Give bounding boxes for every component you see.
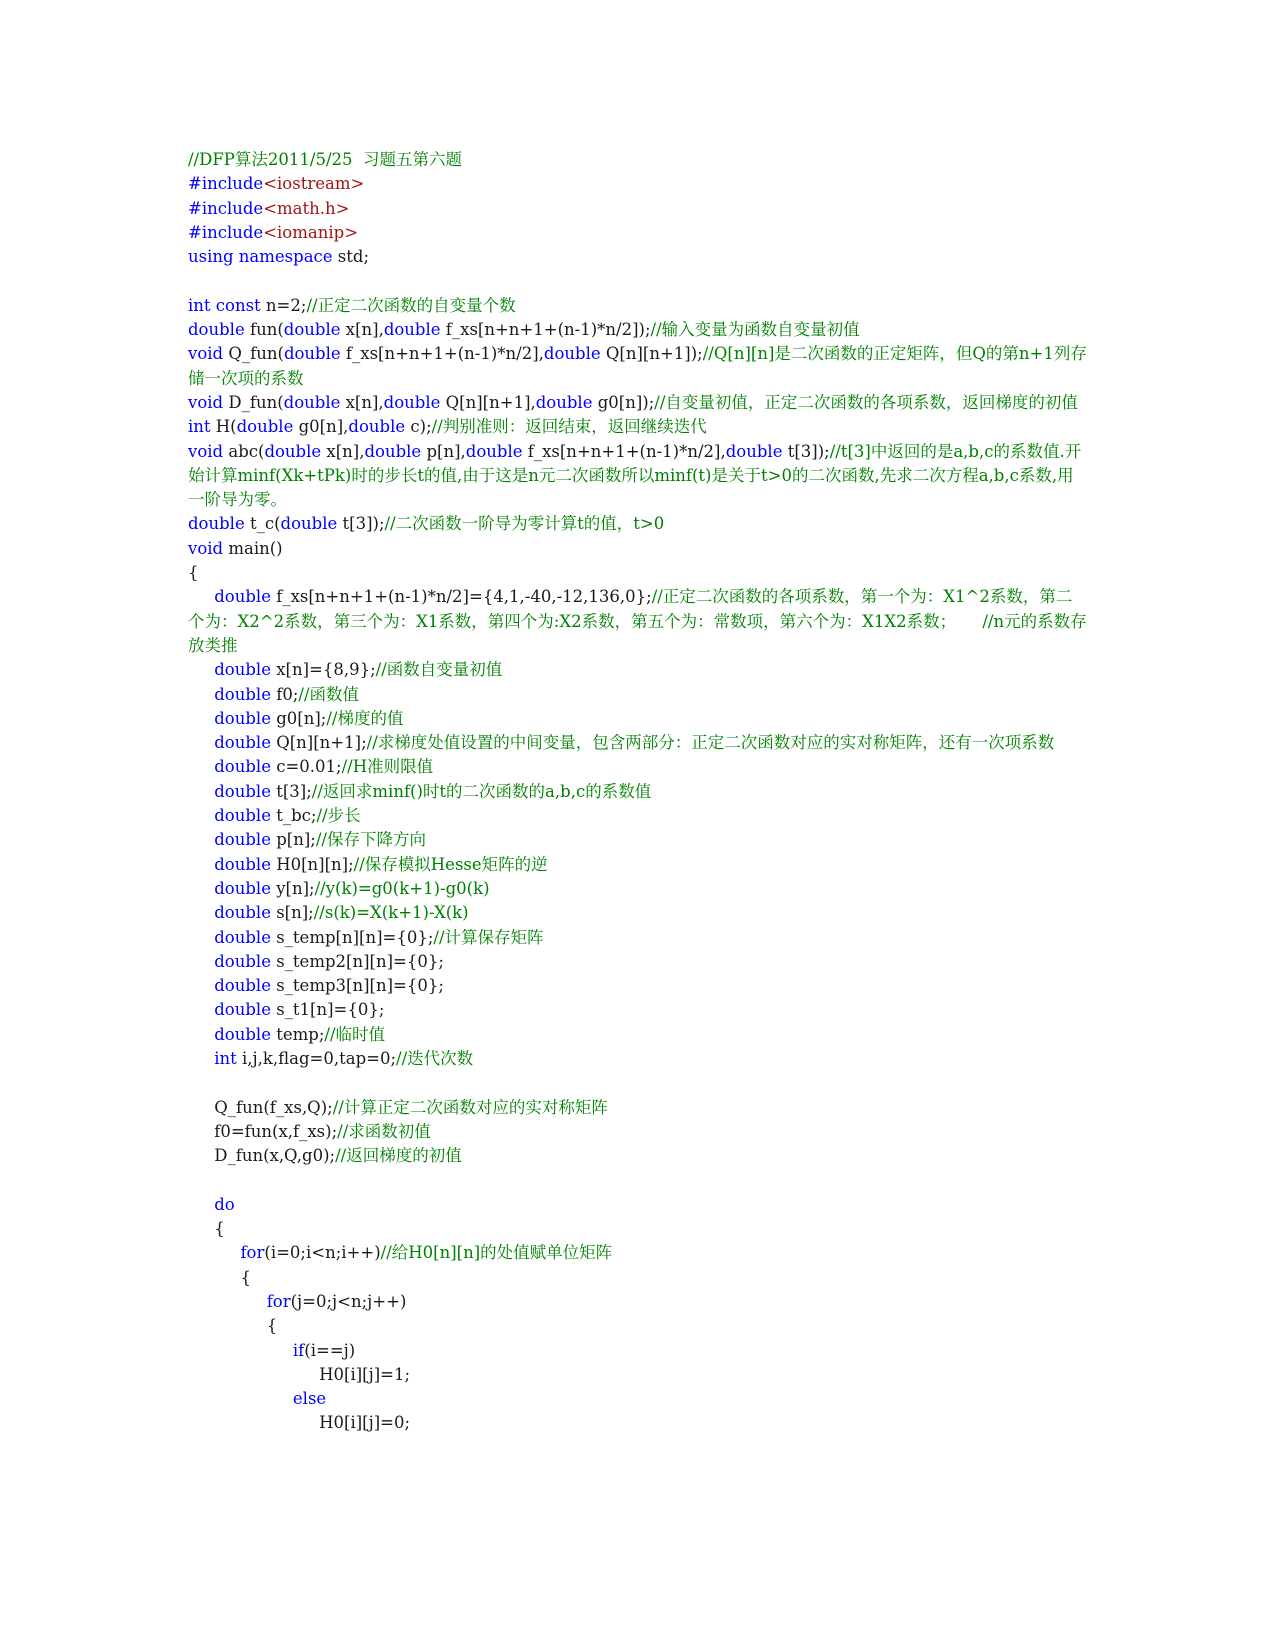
code-keyword: void [188,441,224,461]
code-text: D_fun(x,Q,g0); [188,1146,336,1166]
code-comment: //临时值 [324,1024,386,1044]
code-keyword: double [214,903,271,923]
code-keyword: double [465,441,523,461]
code-text: fun( [244,320,284,340]
code-text [188,806,214,825]
code-keyword: #include [188,174,264,194]
code-keyword: double [214,757,271,777]
code-text [188,903,214,922]
code-text: s_temp2[n][n]={0}; [270,951,444,971]
code-comment: //函数自变量初值 [375,660,503,680]
code-text [188,1000,214,1019]
code-text [188,1049,214,1068]
code-text: g0[n], [293,417,349,437]
code-text: <math.h> [263,198,350,218]
code-comment: //正定二次函数的自变量个数 [306,295,516,315]
code-text: t[3]); [782,441,830,461]
code-text: { [188,1316,278,1336]
code-text: s[n]; [270,903,314,923]
code-text [188,952,214,971]
code-comment: //求函数初值 [337,1121,431,1141]
code-text [188,587,214,606]
code-comment: //求梯度处值设置的中间变量，包含两部分：正定二次函数对应的实对称矩阵，还有一次项系数 [366,733,1055,753]
code-comment: //保存下降方向 [315,830,426,850]
code-keyword: double [214,951,271,971]
code-text: Q_fun(f_xs,Q); [188,1097,333,1117]
code-text: x[n], [321,441,365,461]
code-keyword: double [214,660,271,680]
code-line [188,1168,1088,1192]
code-text: f_xs[n+n+1+(n-1)*n/2], [340,344,544,364]
code-text: temp; [270,1024,325,1044]
code-text [188,1341,293,1360]
code-line [188,926,1088,950]
code-keyword: double [188,320,245,340]
code-text [188,733,214,752]
code-keyword: double [188,514,245,534]
code-comment: //s(k)=X(k+1)-X(k) [313,903,469,923]
code-keyword: double [543,344,601,364]
code-text [188,1243,240,1262]
code-line [188,828,1088,852]
code-keyword: double [214,976,271,996]
code-line [188,537,1088,561]
code-keyword: double [264,441,322,461]
code-line [188,269,1088,293]
code-line [188,901,1088,925]
code-keyword: double [214,854,271,874]
code-keyword: void [188,538,224,558]
code-text: H0[n][n]; [270,854,354,874]
code-text [188,830,214,849]
code-text: D_fun( [223,392,284,412]
code-text: <iostream> [263,174,365,194]
code-line [188,1193,1088,1217]
code-text [188,879,214,898]
code-text: main() [223,538,283,558]
code-keyword: #include [188,198,264,218]
code-text: x[n]={8,9}; [270,660,376,680]
code-keyword: double [280,514,338,534]
code-text: Q[n][n+1]); [600,344,703,364]
code-line [188,1047,1088,1071]
code-keyword: else [292,1389,327,1409]
code-keyword: int [214,1048,237,1068]
code-line [188,197,1088,221]
code-text: H0[i][j]=1; [188,1364,411,1384]
code-comment: //返回求minf()时t的二次函数的a,b,c的系数值 [311,781,652,801]
code-text: f_xs[n+n+1+(n-1)*n/2]); [440,320,651,340]
code-line [188,1363,1088,1387]
code-text [188,855,214,874]
code-text: (i==j) [304,1340,356,1360]
code-text: p[n]; [270,830,316,850]
code-line [188,658,1088,682]
code-keyword: double [214,1024,271,1044]
code-keyword: int [188,417,211,437]
code-comment: //输入变量为函数自变量初值 [650,320,860,340]
code-text: i,j,k,flag=0,tap=0; [236,1048,397,1068]
code-text: { [188,1267,251,1287]
code-keyword: double [383,392,441,412]
code-comment: //保存模拟Hesse矩阵的逆 [353,854,548,874]
code-text: g0[n]); [592,392,655,412]
code-comment: //梯度的值 [326,708,404,728]
code-text: p[n], [421,441,466,461]
code-text [188,660,214,679]
code-text [188,1389,293,1408]
code-line [188,1387,1088,1411]
code-line [188,1096,1088,1120]
code-keyword: double [214,684,271,704]
code-keyword: double [283,392,341,412]
code-line [188,1314,1088,1338]
code-text: c); [405,417,432,437]
code-keyword: double [214,733,271,753]
code-line [188,1339,1088,1363]
code-text: (j=0;j<n;j++) [290,1291,407,1311]
code-text: Q_fun( [223,344,284,364]
code-line [188,415,1088,439]
code-text: { [188,563,199,583]
code-text: x[n], [340,320,384,340]
code-keyword: double [725,441,783,461]
code-line [188,780,1088,804]
code-text: c=0.01; [270,757,342,777]
code-text: f_xs[n+n+1+(n-1)*n/2], [522,441,726,461]
code-line [188,804,1088,828]
code-text: n=2; [260,295,307,315]
code-line [188,877,1088,901]
code-keyword: double [214,927,271,947]
code-keyword: double [214,587,271,607]
code-keyword: double [364,441,422,461]
code-line [188,1120,1088,1144]
code-text: x[n], [340,392,384,412]
code-text: g0[n]; [270,708,327,728]
code-line [188,318,1088,342]
code-text [188,685,214,704]
code-keyword: using namespace [188,247,333,267]
code-comment: //H准则限值 [341,757,434,777]
code-line [188,245,1088,269]
code-comment: //二次函数一阶导为零计算t的值，t>0 [384,514,665,534]
code-keyword: double [535,392,593,412]
code-text [188,928,214,947]
code-line [188,731,1088,755]
code-line [188,998,1088,1022]
code-line [188,342,1088,391]
code-line [188,755,1088,779]
code-keyword: double [214,708,271,728]
code-keyword: int const [188,295,261,315]
code-keyword: double [214,830,271,850]
code-line [188,974,1088,998]
code-line [188,561,1088,585]
code-keyword: double [348,417,406,437]
code-keyword: if [292,1340,305,1360]
code-comment: //计算保存矩阵 [433,927,544,947]
code-text: s_t1[n]={0}; [270,1000,385,1020]
code-comment: //计算正定二次函数对应的实对称矩阵 [332,1097,608,1117]
code-text [188,757,214,776]
code-keyword: double [214,781,271,801]
code-line [188,707,1088,731]
code-line [188,440,1088,513]
code-keyword: #include [188,222,264,242]
code-comment: //给H0[n][n]的处值赋单位矩阵 [380,1243,613,1263]
code-text: t_c( [244,514,281,534]
code-keyword: double [214,806,271,826]
code-keyword: double [283,320,341,340]
code-line [188,1411,1088,1435]
code-keyword: void [188,392,224,412]
code-line [188,512,1088,536]
code-text: f0=fun(x,f_xs); [188,1121,338,1141]
code-line [188,683,1088,707]
code-line [188,1071,1088,1095]
code-text: H( [210,417,237,437]
code-line [188,148,1088,172]
code-text: Q[n][n+1]; [270,733,367,753]
code-comment: //正定二次函数的各项系数，第一个为：X1^2系数，第二个为：X2^2系数，第三个为：X1系数，第四个为:X2系数，第五个为：常数项，第六个为：X1X2系数； //n元的系数存放类推 [188,587,1087,655]
code-text [188,1195,214,1214]
code-keyword: do [214,1194,235,1214]
code-line [188,1144,1088,1168]
code-text [188,1025,214,1044]
code-text: f_xs[n+n+1+(n-1)*n/2]={4,1,-40,-12,136,0}; [270,587,652,607]
code-line [188,221,1088,245]
code-line [188,853,1088,877]
code-keyword: double [283,344,341,364]
code-comment: //返回梯度的初值 [335,1146,462,1166]
code-line [188,1241,1088,1265]
code-keyword: void [188,344,224,364]
code-keyword: for [266,1291,291,1311]
code-line [188,391,1088,415]
code-comment: //DFP算法2011/5/25 习题五第六题 [188,150,462,169]
code-text: H0[i][j]=0; [188,1413,411,1433]
code-comment: //y(k)=g0(k+1)-g0(k) [314,878,490,898]
code-line [188,294,1088,318]
code-listing [188,148,1088,1436]
code-keyword: double [214,1000,271,1020]
code-text [188,709,214,728]
code-comment: //步长 [316,806,361,826]
code-text [188,1292,267,1311]
code-text: t[3]; [270,781,312,801]
code-text: s_temp[n][n]={0}; [270,927,434,947]
code-comment: //迭代次数 [396,1048,474,1068]
code-text: t[3]); [337,514,385,534]
code-line [188,585,1088,658]
code-line [188,172,1088,196]
code-text: { [188,1219,225,1239]
code-text: f0; [270,684,299,704]
code-keyword: double [214,878,271,898]
code-comment: //自变量初值，正定二次函数的各项系数，返回梯度的初值 [654,392,1078,412]
code-text: y[n]; [270,878,315,898]
code-keyword: double [236,417,294,437]
code-comment: //判别准则：返回结束，返回继续迭代 [431,417,707,437]
code-text: s_temp3[n][n]={0}; [270,976,444,996]
code-keyword: for [240,1243,265,1263]
code-line [188,1266,1088,1290]
code-comment: //t[3]中返回的是a,b,c的系数值.开始计算minf(Xk+tPk)时的步长t的值,由于这是n元二次函数所以minf(t)是关于t>0的二次函数,先求二次方程a,b,c系数,用一阶导为零。 [188,441,1082,510]
code-keyword: double [383,320,441,340]
code-text: (i=0;i<n;i++) [264,1243,381,1263]
code-line [188,1290,1088,1314]
code-comment: //Q[n][n]是二次函数的正定矩阵，但Q的第n+1列存储一次项的系数 [188,344,1087,388]
code-line [188,1023,1088,1047]
code-text: Q[n][n+1], [440,392,536,412]
code-text: t_bc; [270,806,317,826]
code-comment: //函数值 [298,684,360,704]
code-text: std; [332,247,370,267]
code-text [188,976,214,995]
code-line [188,950,1088,974]
code-text: <iomanip> [263,222,359,242]
code-text [188,782,214,801]
code-line [188,1217,1088,1241]
code-text: abc( [223,441,265,461]
